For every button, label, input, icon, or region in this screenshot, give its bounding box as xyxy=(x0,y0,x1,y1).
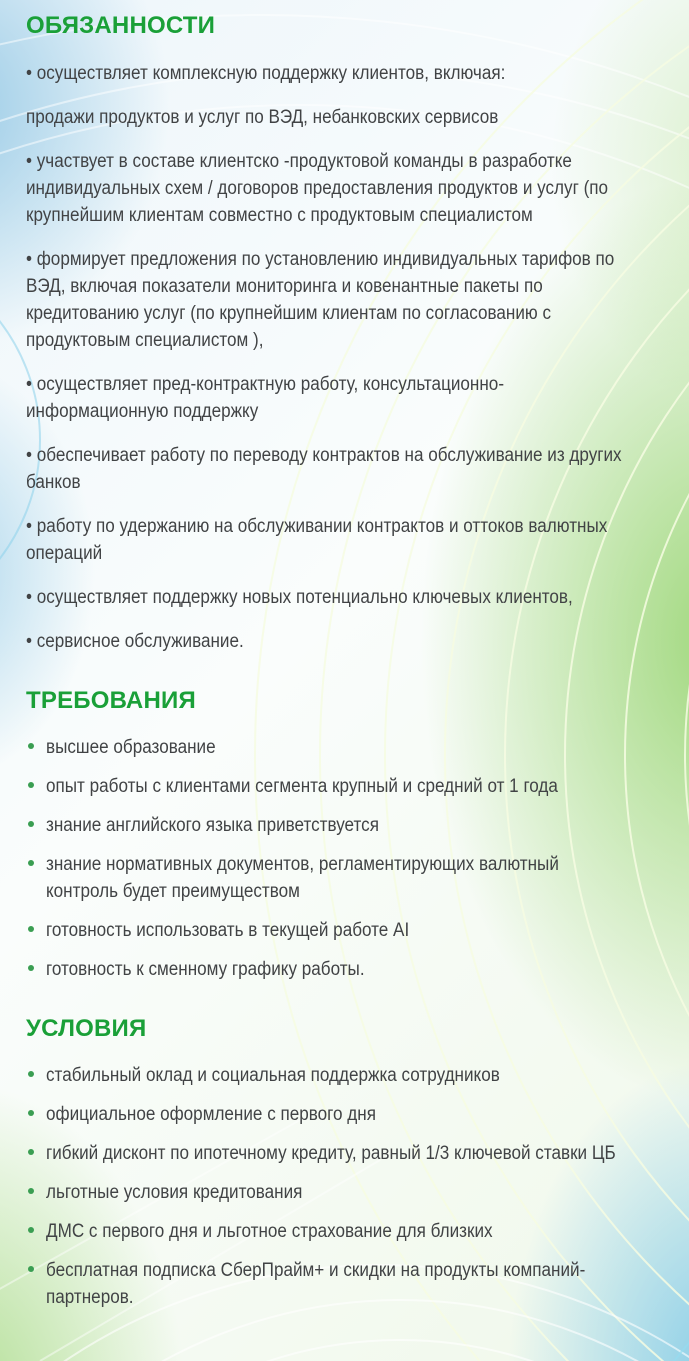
text-line: ДМС с первого дня и льготное страхование для близких xyxy=(46,1221,493,1242)
paragraph xyxy=(26,104,599,131)
paragraph xyxy=(26,148,609,229)
bullet-dot-icon xyxy=(28,1149,34,1155)
bullet-dot-icon xyxy=(28,1266,34,1272)
bullet-dot-icon xyxy=(28,743,34,749)
list-item-text xyxy=(46,812,379,839)
list-item-text xyxy=(46,956,365,983)
section-title: ТРЕБОВАНИЯ xyxy=(26,687,196,714)
text-line: кредитованию услуг (по крупнейшим клиентам по согласованию с xyxy=(26,303,552,324)
list-item xyxy=(26,1140,663,1167)
text-line: контроль будет преимуществом xyxy=(46,881,300,902)
list-item xyxy=(26,917,663,944)
list-item-text xyxy=(46,1179,302,1206)
bullet-dot-icon xyxy=(28,821,34,827)
list-item xyxy=(26,773,663,800)
text-line: • участвует в составе клиентско -продуктовой команды в разработке xyxy=(26,151,572,172)
list-item xyxy=(26,812,663,839)
text-line: готовность использовать в текущей работе AI xyxy=(46,920,410,941)
section xyxy=(26,685,663,983)
text-line: • сервисное обслуживание. xyxy=(26,631,244,652)
text-line: готовность к сменному графику работы. xyxy=(46,959,365,980)
section-title: ОБЯЗАННОСТИ xyxy=(26,12,216,39)
paragraph xyxy=(26,246,615,354)
section xyxy=(26,1013,663,1311)
list-item xyxy=(26,1257,663,1311)
text-line: • осуществляет пред-контрактную работу, консультационно- xyxy=(26,374,505,395)
text-line: • обеспечивает работу по переводу контрактов на обслуживание из других xyxy=(26,445,622,466)
text-line: стабильный оклад и социальная поддержка сотрудников xyxy=(46,1065,500,1086)
paragraph-list xyxy=(26,60,663,655)
list-item-text xyxy=(46,1062,500,1089)
paragraph xyxy=(26,442,622,496)
text-line: • работу по удержанию на обслуживании контрактов и оттоков валютных xyxy=(26,516,608,537)
list-item xyxy=(26,1101,663,1128)
text-line: льготные условия кредитования xyxy=(46,1182,303,1203)
text-line: бесплатная подписка СберПрайм+ и скидки на продукты компаний- xyxy=(46,1260,586,1281)
text-line: знание английского языка приветствуется xyxy=(46,815,379,836)
text-line: партнеров. xyxy=(46,1287,134,1308)
list-item-text xyxy=(46,734,216,761)
section-title: УСЛОВИЯ xyxy=(26,1015,147,1042)
list-item xyxy=(26,851,663,905)
bullet-dot-icon xyxy=(28,965,34,971)
list-item xyxy=(26,956,663,983)
text-line: крупнейшим клиентам совместно с продуктовым специалистом xyxy=(26,205,533,226)
list-item-text xyxy=(46,917,409,944)
text-line: банков xyxy=(26,472,81,493)
text-line: • осуществляет поддержку новых потенциально ключевых клиентов, xyxy=(26,587,573,608)
text-line: знание нормативных документов, регламентирующих валютный xyxy=(46,854,559,875)
list-item-text xyxy=(46,1257,585,1311)
section xyxy=(26,10,663,655)
list-item xyxy=(26,1218,663,1245)
paragraph xyxy=(26,60,599,87)
text-line: операций xyxy=(26,543,103,564)
paragraph xyxy=(26,513,608,567)
text-line: • осуществляет комплексную поддержку клиентов, включая: xyxy=(26,63,506,84)
list-item-text xyxy=(46,1140,616,1167)
list-item-text xyxy=(46,851,559,905)
list-item xyxy=(26,734,663,761)
bullet-dot-icon xyxy=(28,1071,34,1077)
bullet-list xyxy=(26,1062,663,1311)
bullet-dot-icon xyxy=(28,1227,34,1233)
paragraph xyxy=(26,628,599,655)
text-line: • формирует предложения по установлению индивидуальных тарифов по xyxy=(26,249,615,270)
bullet-list xyxy=(26,734,663,983)
text-line: продуктовым специалистом ), xyxy=(26,330,264,351)
list-item xyxy=(26,1062,663,1089)
text-line: высшее образование xyxy=(46,737,216,758)
paragraph xyxy=(26,584,599,611)
text-line: ВЭД, включая показатели мониторинга и ковенантные пакеты по xyxy=(26,276,543,297)
list-item-text xyxy=(46,773,558,800)
list-item-text xyxy=(46,1218,493,1245)
bullet-dot-icon xyxy=(28,926,34,932)
bullet-dot-icon xyxy=(28,860,34,866)
bullet-dot-icon xyxy=(28,1110,34,1116)
text-line: информационную поддержку xyxy=(26,401,259,422)
list-item-text xyxy=(46,1101,376,1128)
bullet-dot-icon xyxy=(28,782,34,788)
text-line: индивидуальных схем / договоров предоставления продуктов и услуг (по xyxy=(26,178,609,199)
text-line: продажи продуктов и услуг по ВЭД, небанковских сервисов xyxy=(26,107,499,128)
bullet-dot-icon xyxy=(28,1188,34,1194)
paragraph xyxy=(26,371,599,425)
text-line: опыт работы с клиентами сегмента крупный и средний от 1 года xyxy=(46,776,558,797)
text-line: официальное оформление с первого дня xyxy=(46,1104,376,1125)
text-line: гибкий дисконт по ипотечному кредиту, равный 1/3 ключевой ставки ЦБ xyxy=(46,1143,616,1164)
list-item xyxy=(26,1179,663,1206)
